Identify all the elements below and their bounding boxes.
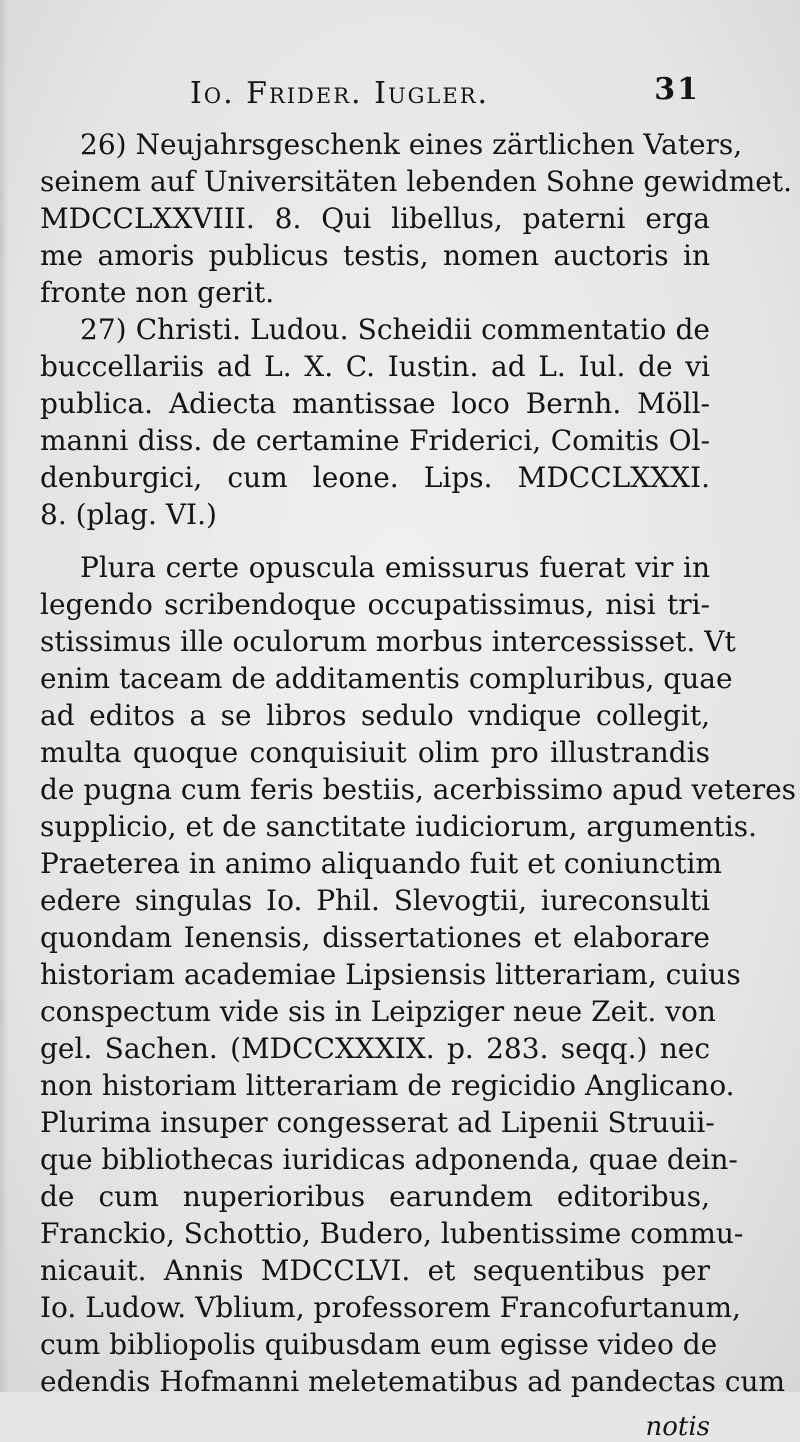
text-line: 27) Christi. Ludou. Scheidii commentatio de — [80, 313, 710, 346]
text-line: me amoris publicus testis, nomen auctoris in — [40, 239, 710, 272]
text-line: publica. Adiecta mantissae loco Bernh. Möll- — [40, 387, 710, 420]
text-line: multa quoque conquisiuit olim pro illustrandis — [40, 736, 710, 769]
catchword: notis — [645, 1412, 710, 1442]
text-line: legendo scribendoque occupatissimus, nisi tri- — [40, 588, 710, 621]
text-line: Plurima insuper congesserat ad Lipenii Struuii- — [40, 1106, 715, 1139]
text-line: fronte non gerit. — [40, 276, 275, 309]
text-line: Franckio, Schottio, Budero, lubentissime commu- — [40, 1217, 744, 1250]
text-line: buccellariis ad L. X. C. Iustin. ad L. Iul. de vi — [40, 350, 710, 383]
text-line: 8. (plag. VI.) — [40, 498, 217, 531]
text-line: Plura certe opuscula emissurus fuerat vir in — [80, 551, 710, 584]
text-line: quondam Ienensis, dissertationes et elaborare — [40, 921, 710, 954]
text-line: cum bibliopolis quibusdam eum egisse video de — [40, 1328, 718, 1361]
text-line: manni diss. de certamine Friderici, Comitis Ol- — [40, 424, 710, 457]
text-line: edendis Hofmanni meletematibus ad pandectas cum — [40, 1365, 786, 1398]
text-line: denburgici, cum leone. Lips. MDCCLXXXI. — [40, 461, 710, 494]
text-line: de pugna cum feris bestiis, acerbissimo apud veteres — [40, 773, 797, 806]
text-line: historiam academiae Lipsiensis litterariam, cuius — [40, 958, 741, 991]
text-line: seinem auf Universitäten lebenden Sohne gewidmet. — [40, 165, 792, 198]
running-head-title: Io. Frider. Iugler. — [190, 76, 490, 111]
text-line: ad editos a se libros sedulo vndique collegit, — [40, 699, 710, 732]
text-line: MDCCLXXVIII. 8. Qui libellus, paterni erga — [40, 202, 710, 235]
page-number: 31 — [654, 72, 700, 107]
scan-edge-shadow — [0, 0, 8, 1392]
text-line: edere singulas Io. Phil. Slevogtii, iureconsulti — [40, 884, 710, 917]
text-line: Praeterea in animo aliquando fuit et coniunctim — [40, 847, 722, 880]
text-line: gel. Sachen. (MDCCXXXIX. p. 283. seqq.) nec — [40, 1032, 710, 1065]
text-line: de cum nuperioribus earundem editoribus, — [40, 1180, 710, 1213]
text-line: stissimus ille oculorum morbus intercessisset. Vt — [40, 625, 736, 658]
text-line: non historiam litterariam de regicidio Anglicano. — [40, 1069, 735, 1102]
text-line: que bibliothecas iuridicas adponenda, quae dein- — [40, 1143, 738, 1176]
text-line: enim taceam de additamentis compluribus, quae — [40, 662, 733, 695]
running-head — [160, 64, 700, 120]
text-line: nicauit. Annis MDCCLVI. et sequentibus per — [40, 1254, 710, 1287]
text-line: conspectum vide sis in Leipziger neue Zeit. von — [40, 995, 716, 1028]
text-line: 26) Neujahrsgeschenk eines zärtlichen Vaters, — [80, 128, 743, 161]
text-line: supplicio, et de sanctitate iudiciorum, argumentis. — [40, 810, 758, 843]
text-line: Io. Ludow. Vblium, professorem Francofurtanum, — [40, 1291, 741, 1324]
body-text — [40, 126, 797, 1442]
